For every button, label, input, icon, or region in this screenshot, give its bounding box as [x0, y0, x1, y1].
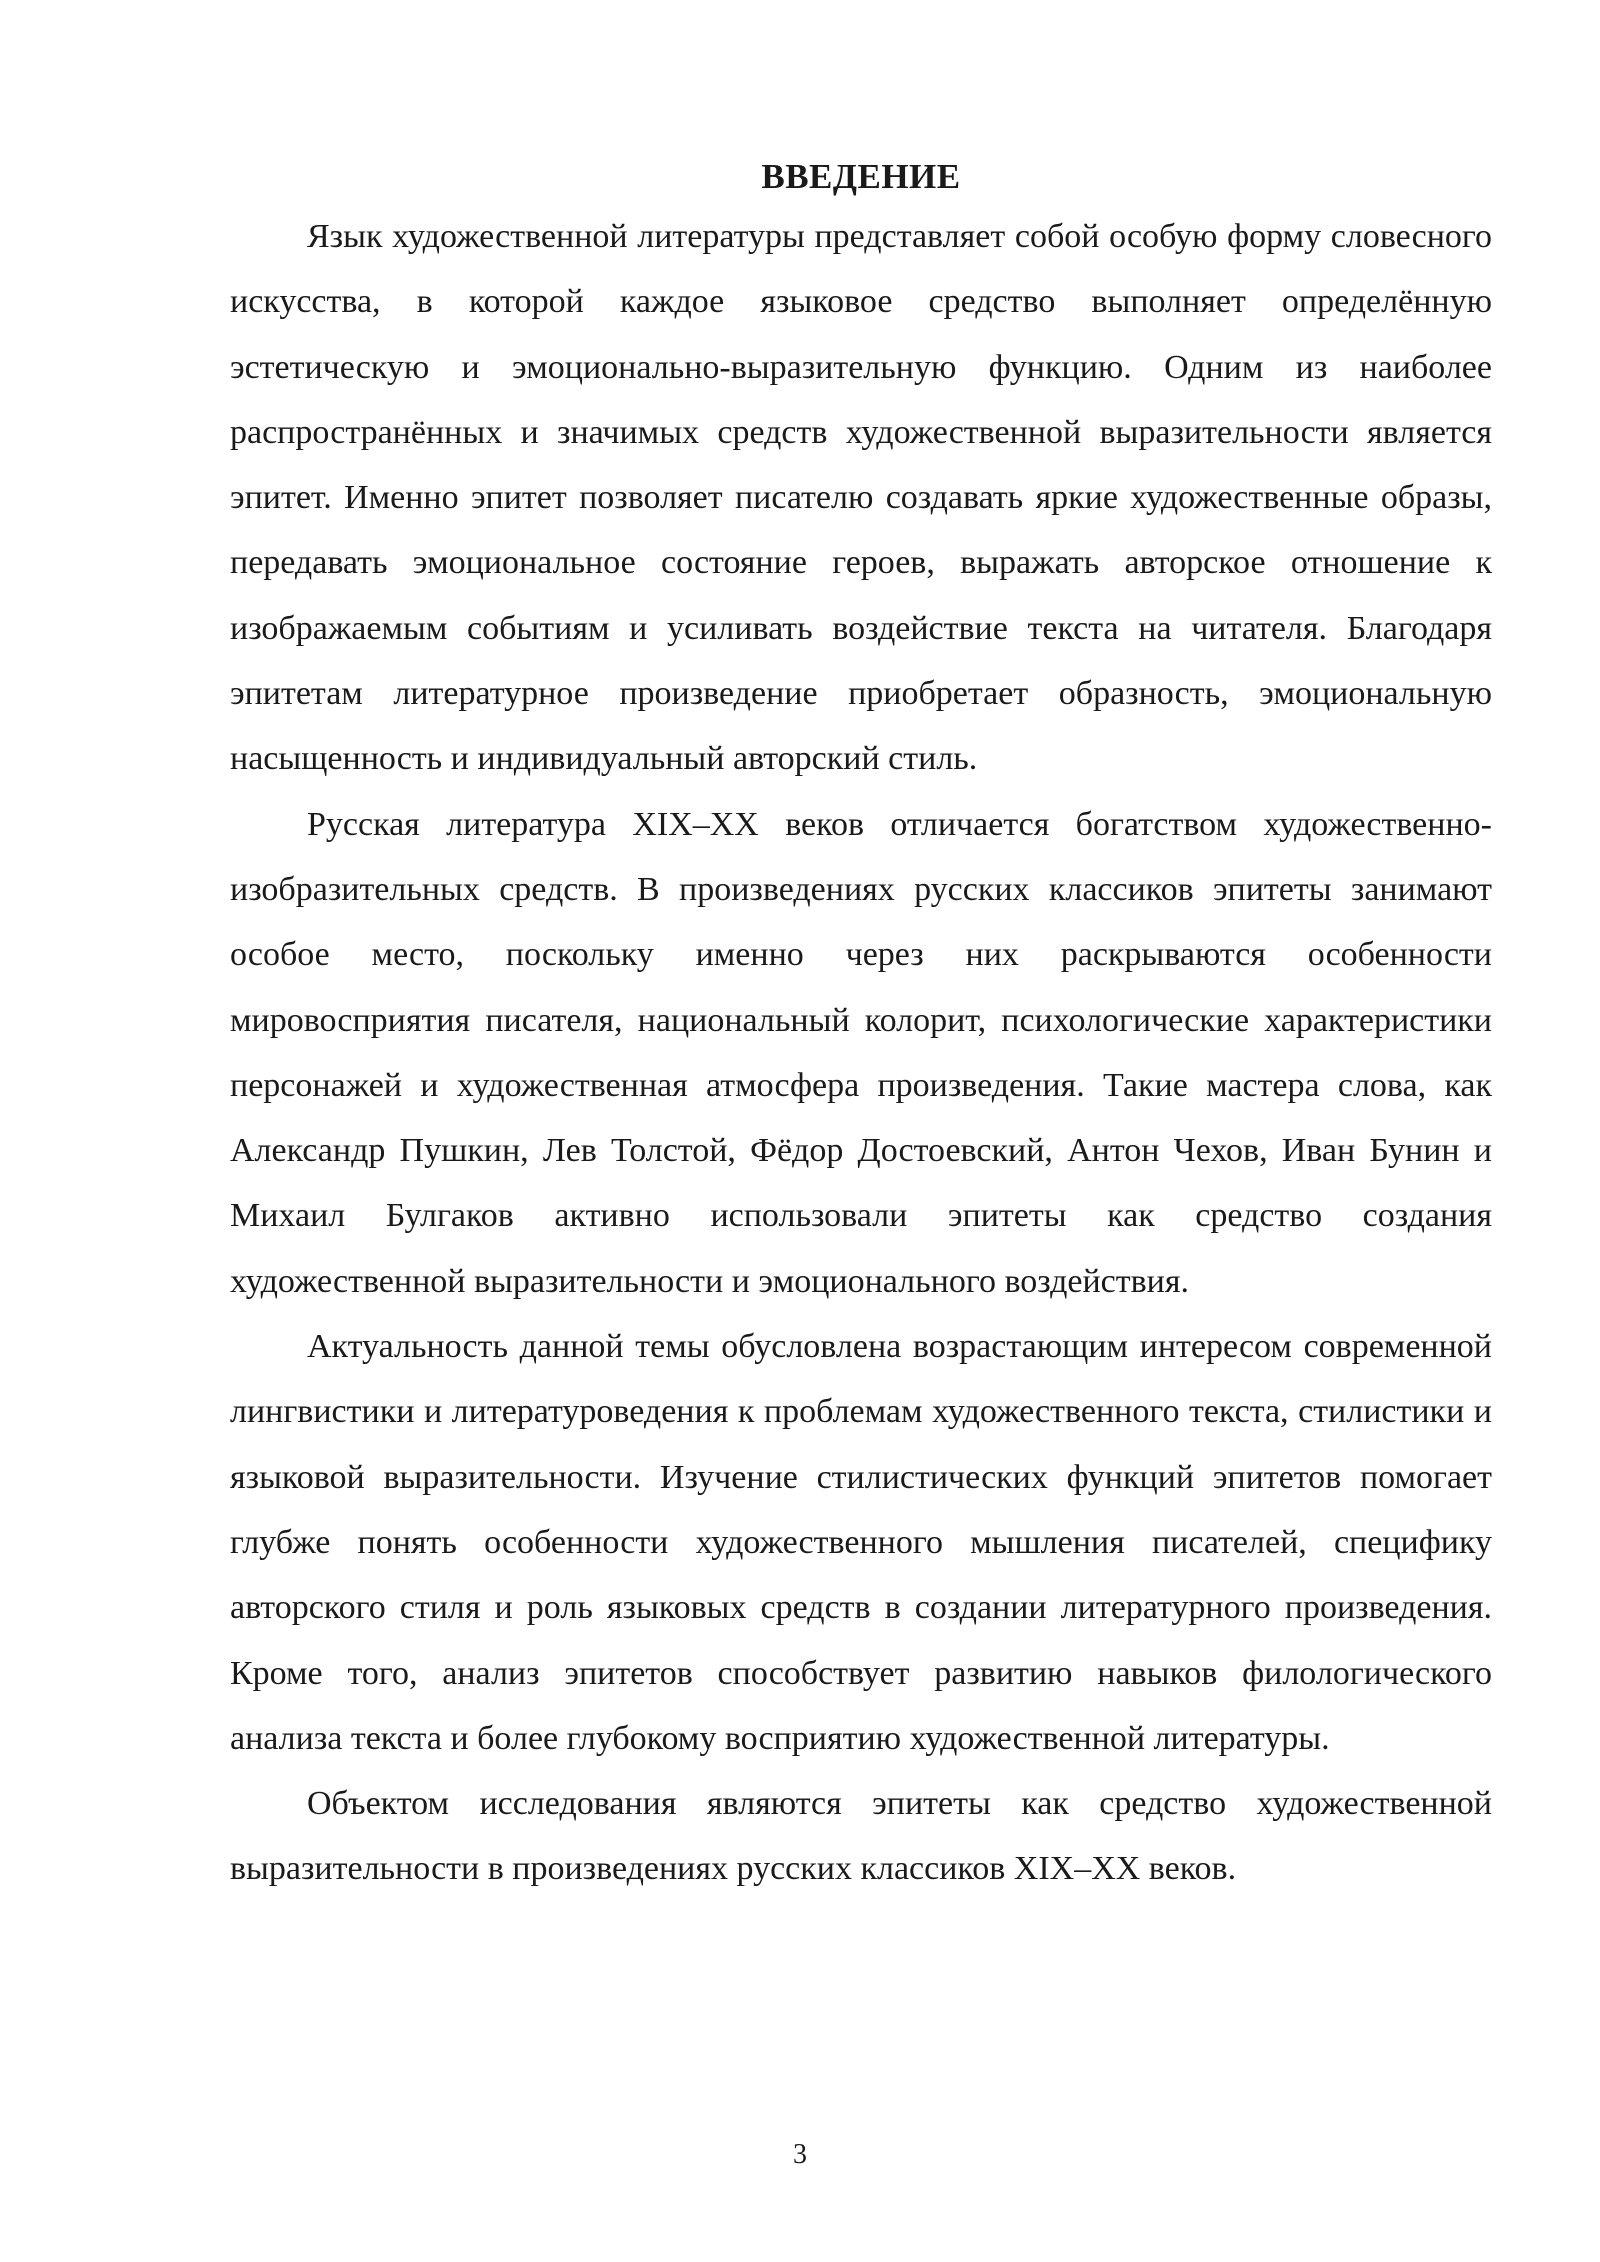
page-number: 3: [793, 2139, 807, 2170]
paragraph-4: Объектом исследования являются эпитеты как средство художественной выразительности в произведениях русских классиков XIX–XX веков.: [230, 1785, 1492, 1888]
section-heading: ВВЕДЕНИЕ: [761, 157, 961, 196]
paragraph-1: Язык художественной литературы представляет собой особую форму словесного искусства, в которой каждое языковое средство выполняет определённую эстетическую и эмоционально-выразительную функцию. Одним из наиболее распространённых и значимых средств художественной выразительности является эпитет. Именно эпитет позволяет писателю создавать яркие художественные образы, передавать эмоциональное состояние героев, выражать авторское отношение к изображаемым событиям и усиливать воздействие текста на читателя. Благодаря эпитетам литературное произведение приобретает образность, эмоциональную насыщенность и индивидуальный авторский стиль.: [230, 218, 1492, 778]
paragraph-2: Русская литература XIX–XX веков отличается богатством художественно-изобразительных средств. В произведениях русских классиков эпитеты занимают особое место, поскольку именно через них раскрываются особенности мировосприятия писателя, национальный колорит, психологические характеристики персонажей и художественная атмосфера произведения. Такие мастера слова, как Александр Пушкин, Лев Толстой, Фёдор Достоевский, Антон Чехов, Иван Бунин и Михаил Булгаков активно использовали эпитеты как средство создания художественной выразительности и эмоционального воздействия.: [230, 805, 1492, 1300]
paragraph-3: Актуальность данной темы обусловлена возрастающим интересом современной лингвистики и литературоведения к проблемам художественного текста, стилистики и языковой выразительности. Изучение стилистических функций эпитетов помогает глубже понять особенности художественного мышления писателей, специфику авторского стиля и роль языковых средств в создании литературного произведения. Кроме того, анализ эпитетов способствует развитию навыков филологического анализа текста и более глубокому восприятию художественной литературы.: [230, 1328, 1492, 1757]
page-content: [230, 150, 1492, 1902]
